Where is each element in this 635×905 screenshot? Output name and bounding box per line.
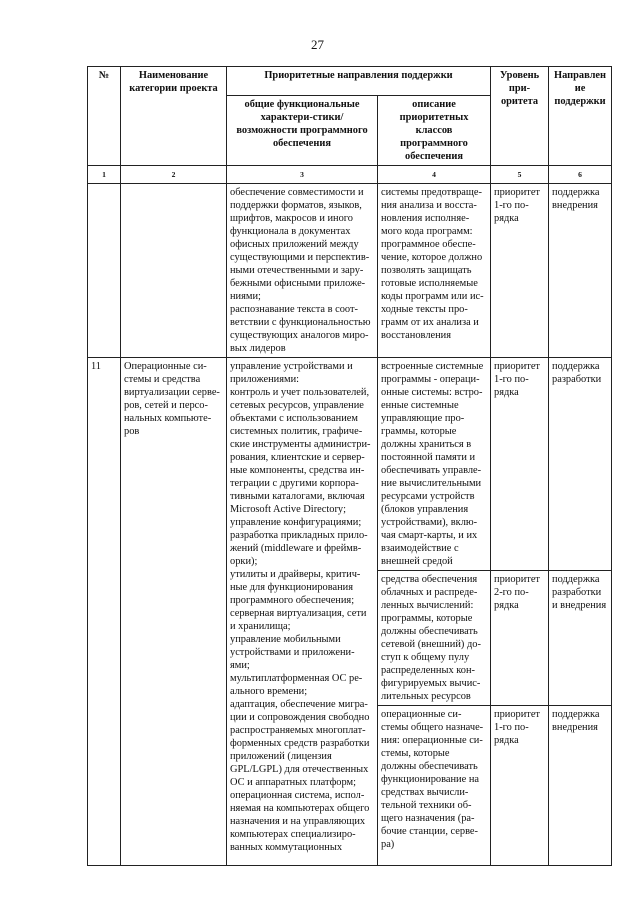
cell-level: приоритет 1-го по- рядка [491,184,549,358]
header-description: описание приоритетных классов программного обеспечения [378,96,491,166]
cell-category [121,184,227,358]
cell-description: встроенные системные программы - операци- онные системы: встро- енные системные управляющие про- граммы, которые должны храниться в постоянной памяти и обеспечивать управле- ние вычислительными ресурсами устройств (блоков управления устройствами), вклю- чая смарт-карты, и их взаимодействие с внешней средой [378,358,491,571]
header-support-direction: Направление поддержки [549,67,612,166]
cell-level: приоритет 1-го по- рядка [491,358,549,571]
table-row-11 [88,358,612,571]
cell-description: средства обеспечения облачных и распреде- ленных вычислений: программы, которые должны обеспечивать сетевой (внешний) до- ступ к общему пулу распределенных кон- фигурируемых вычис- лительных ресурсов [378,571,491,706]
column-number: 2 [121,166,227,184]
cell-support: поддержка внедрения [549,706,612,866]
header-directions: Приоритетные направления поддержки [227,67,491,96]
cell-category: Операционные си- стемы и средства виртуализации серве- ров, сетей и персо- нальных компьюте- ров [121,358,227,866]
column-number: 3 [227,166,378,184]
cell-description: системы предотвраще- ния анализа и восста- новления исполняе- мого кода программ: программное обеспе- чение, которое должно позволять защищать готовые исполняемые коды программ или ис- ходные тексты про- грамм от их анализа и восстановления [378,184,491,358]
column-number: 5 [491,166,549,184]
page-number: 27 [311,37,324,52]
column-number: 1 [88,166,121,184]
cell-functional: управление устройствами и приложениями: контроль и учет пользователей, сетевых ресурсов, управление объектами с использованием системных политик, графиче- ские инструменты администри- рования, клиентские и сервер- ные компоненты, средства ин- теграции с другими корпора- тивными каталогами, включая Microsoft Active Directory; управление конфигурациями; разработка прикладных прило- жений (middleware и фреймв- орки); утилиты и драйверы, критич- ные для функционирования программного обеспечения; серверная виртуализация, сети и хранилища; управление мобильными устройствами и приложени- ями; мультиплатформенная ОС ре- ального времени; адаптация, обеспечение мигра- ции и сопровождения свободно распространяемых многоплат- форменных средств разработки приложений (лицензия GPL/LGPL) для отечественных ОС и аппаратных платформ; операционная система, испол- няемая на компьютерах общего назначения и на управляющих компьютерах специализиро- ванных коммутационных [227,358,378,866]
priority-table [87,66,612,866]
cell-support: поддержка внедрения [549,184,612,358]
cell-num [88,184,121,358]
header-row-1 [88,67,612,96]
column-number: 6 [549,166,612,184]
column-number: 4 [378,166,491,184]
cell-description: операционные си- стемы общего назначе- ния: операционные си- стемы, которые должны обеспечивать функционирование на средствах вычисли- тельной техники об- щего назначения (ра- бочие станции, серве- ра) [378,706,491,866]
column-numbers-row [88,166,612,184]
header-functional: общие функциональные характери-стики/ возможности программного обеспечения [227,96,378,166]
cell-support: поддержка разработки [549,358,612,571]
cell-level: приоритет 1-го по- рядка [491,706,549,866]
header-category: Наименование категории проекта [121,67,227,166]
table-row-continued [88,184,612,358]
cell-num: 11 [88,358,121,866]
cell-level: приоритет 2-го по- рядка [491,571,549,706]
cell-functional: обеспечение совместимости и поддержки форматов, языков, шрифтов, макросов и иного функционала в документах офисных приложений между существующими и перспектив- ными отечественными и зару- бежными офисными приложе- ниями; распознавание текста в соот- ветствии с функциональностью существующих аналогов миро- вых лидеров [227,184,378,358]
header-num: № [88,67,121,166]
header-level: Уровень при-оритета [491,67,549,166]
cell-support: поддержка разработки и внедрения [549,571,612,706]
